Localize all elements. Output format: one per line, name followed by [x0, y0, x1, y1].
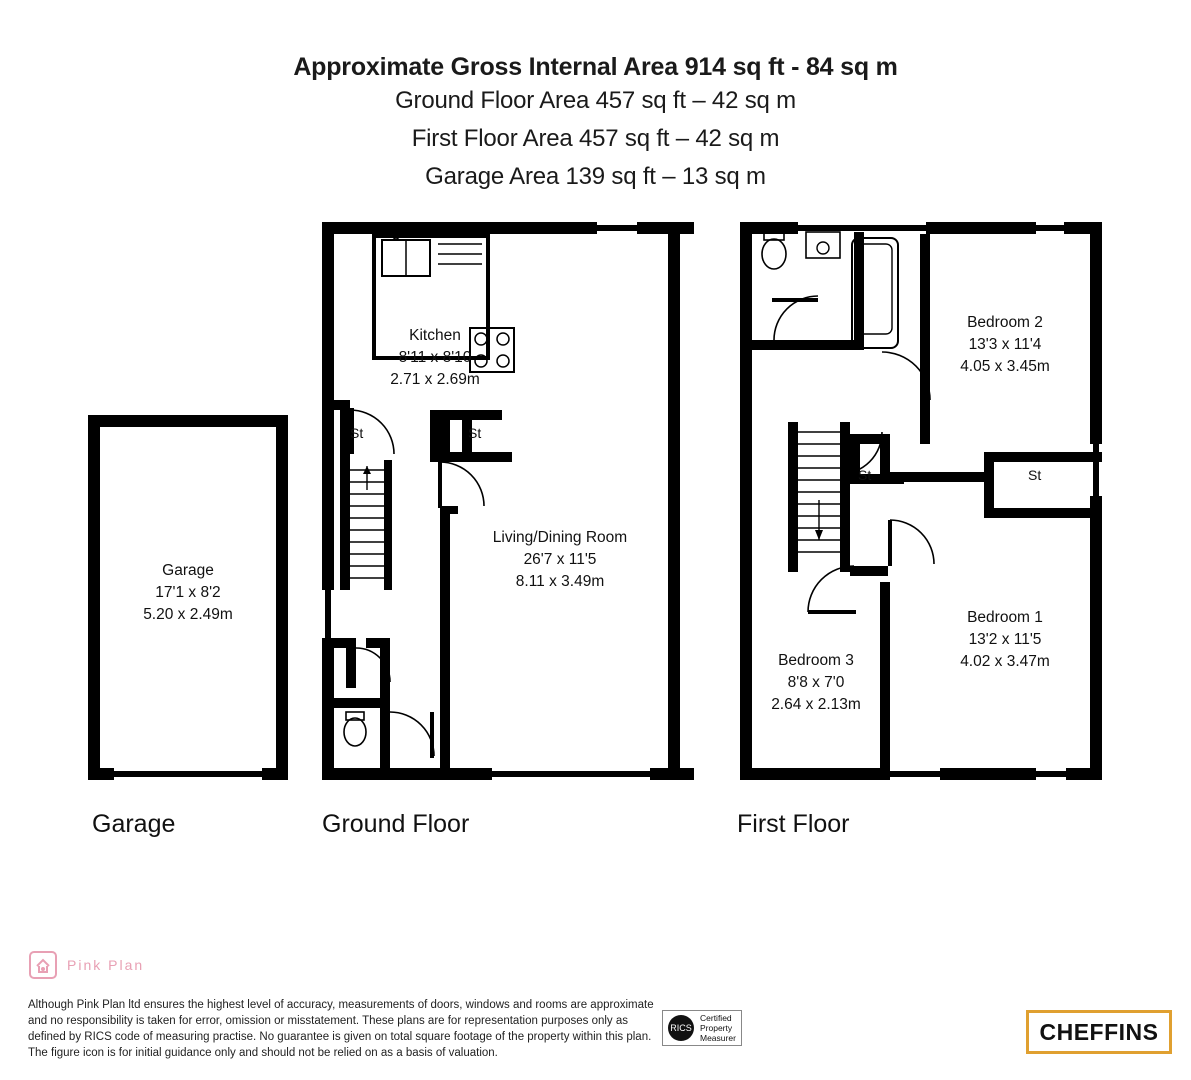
ground-floor-title: Ground Floor	[322, 810, 470, 838]
living-dining-room-name: Living/Dining Room	[492, 529, 628, 546]
bedroom1-room-label	[910, 607, 1100, 673]
garage-room-label	[88, 560, 288, 626]
bedroom3-room-imperial: 8'8 x 7'0	[787, 674, 845, 691]
garage-area-line: Garage Area 139 sq ft – 13 sq m	[425, 163, 766, 190]
garage-room-metric: 5.20 x 2.49m	[143, 606, 233, 623]
rics-certified-badge	[662, 1010, 742, 1046]
garage-floorplan	[88, 415, 288, 780]
bedroom3-room-label	[740, 650, 892, 716]
bedroom1-room-name: Bedroom 1	[967, 609, 1043, 626]
pink-plan-logo	[28, 950, 144, 980]
disclaimer-text: Although Pink Plan ltd ensures the highest level of accuracy, measurements of doors, windows and rooms are approximate and no responsibility is taken for error, omission or misstatement. These plans are for representation purposes only as defined by RICS code of measuring practise. No guarantee is given on total square footage of the property within this plan. The figure icon is for initial guidance only and should not be relied on as a basis of valuation.	[28, 999, 654, 1059]
first-storage-left-label: St	[858, 467, 872, 483]
first-floor-area-line: First Floor Area 457 sq ft – 42 sq m	[411, 125, 780, 152]
first-floor-plan	[740, 222, 1102, 780]
living-dining-room-label	[430, 527, 690, 593]
ground-floor-svg	[322, 222, 694, 780]
garage-room-imperial: 17'1 x 8'2	[155, 584, 221, 601]
garage-floor-title: Garage	[92, 810, 176, 838]
bedroom2-room-label	[910, 312, 1100, 378]
living-dining-room-metric: 8.11 x 3.49m	[515, 573, 605, 590]
ground-storage-left-label: St	[350, 425, 364, 441]
bedroom2-room-metric: 4.05 x 3.45m	[960, 358, 1050, 375]
living-dining-room-imperial: 26'7 x 11'5	[523, 551, 597, 568]
bedroom2-room-name: Bedroom 2	[967, 314, 1043, 331]
ground-floor-area-line: Ground Floor Area 457 sq ft – 42 sq m	[395, 87, 796, 114]
bedroom3-room-metric: 2.64 x 2.13m	[771, 696, 861, 713]
ground-floor-plan	[322, 222, 694, 780]
rics-mark-text: RICS	[670, 1023, 692, 1033]
kitchen-room-metric: 2.71 x 2.69m	[390, 371, 480, 388]
garage-room-name: Garage	[162, 562, 214, 579]
rics-line-2: Property	[700, 1023, 733, 1033]
first-storage-right-label: St	[1028, 467, 1042, 483]
cheffins-logo	[1026, 1010, 1172, 1054]
bedroom2-room-imperial: 13'3 x 11'4	[968, 336, 1042, 353]
kitchen-room-imperial: 8'11 x 8'10	[398, 349, 472, 366]
rics-icon	[668, 1015, 694, 1041]
ground-storage-right-label: St	[468, 425, 482, 441]
cheffins-wordmark: CHEFFINS	[1039, 1018, 1159, 1045]
bedroom3-room-name: Bedroom 3	[778, 652, 854, 669]
pink-plan-wordmark: Pink Plan	[67, 957, 145, 973]
house-icon	[28, 950, 58, 980]
first-floor-title: First Floor	[737, 810, 850, 838]
page-title: Approximate Gross Internal Area 914 sq ft - 84 sq m	[293, 53, 898, 81]
bedroom1-room-metric: 4.02 x 3.47m	[960, 653, 1050, 670]
rics-line-3: Measurer	[700, 1033, 736, 1043]
area-heading-block	[0, 52, 1191, 196]
bedroom1-room-imperial: 13'2 x 11'5	[968, 631, 1042, 648]
kitchen-room-name: Kitchen	[409, 327, 461, 344]
rics-badge-lines	[700, 1013, 736, 1043]
kitchen-room-label	[340, 325, 530, 391]
rics-line-1: Certified	[700, 1013, 732, 1023]
